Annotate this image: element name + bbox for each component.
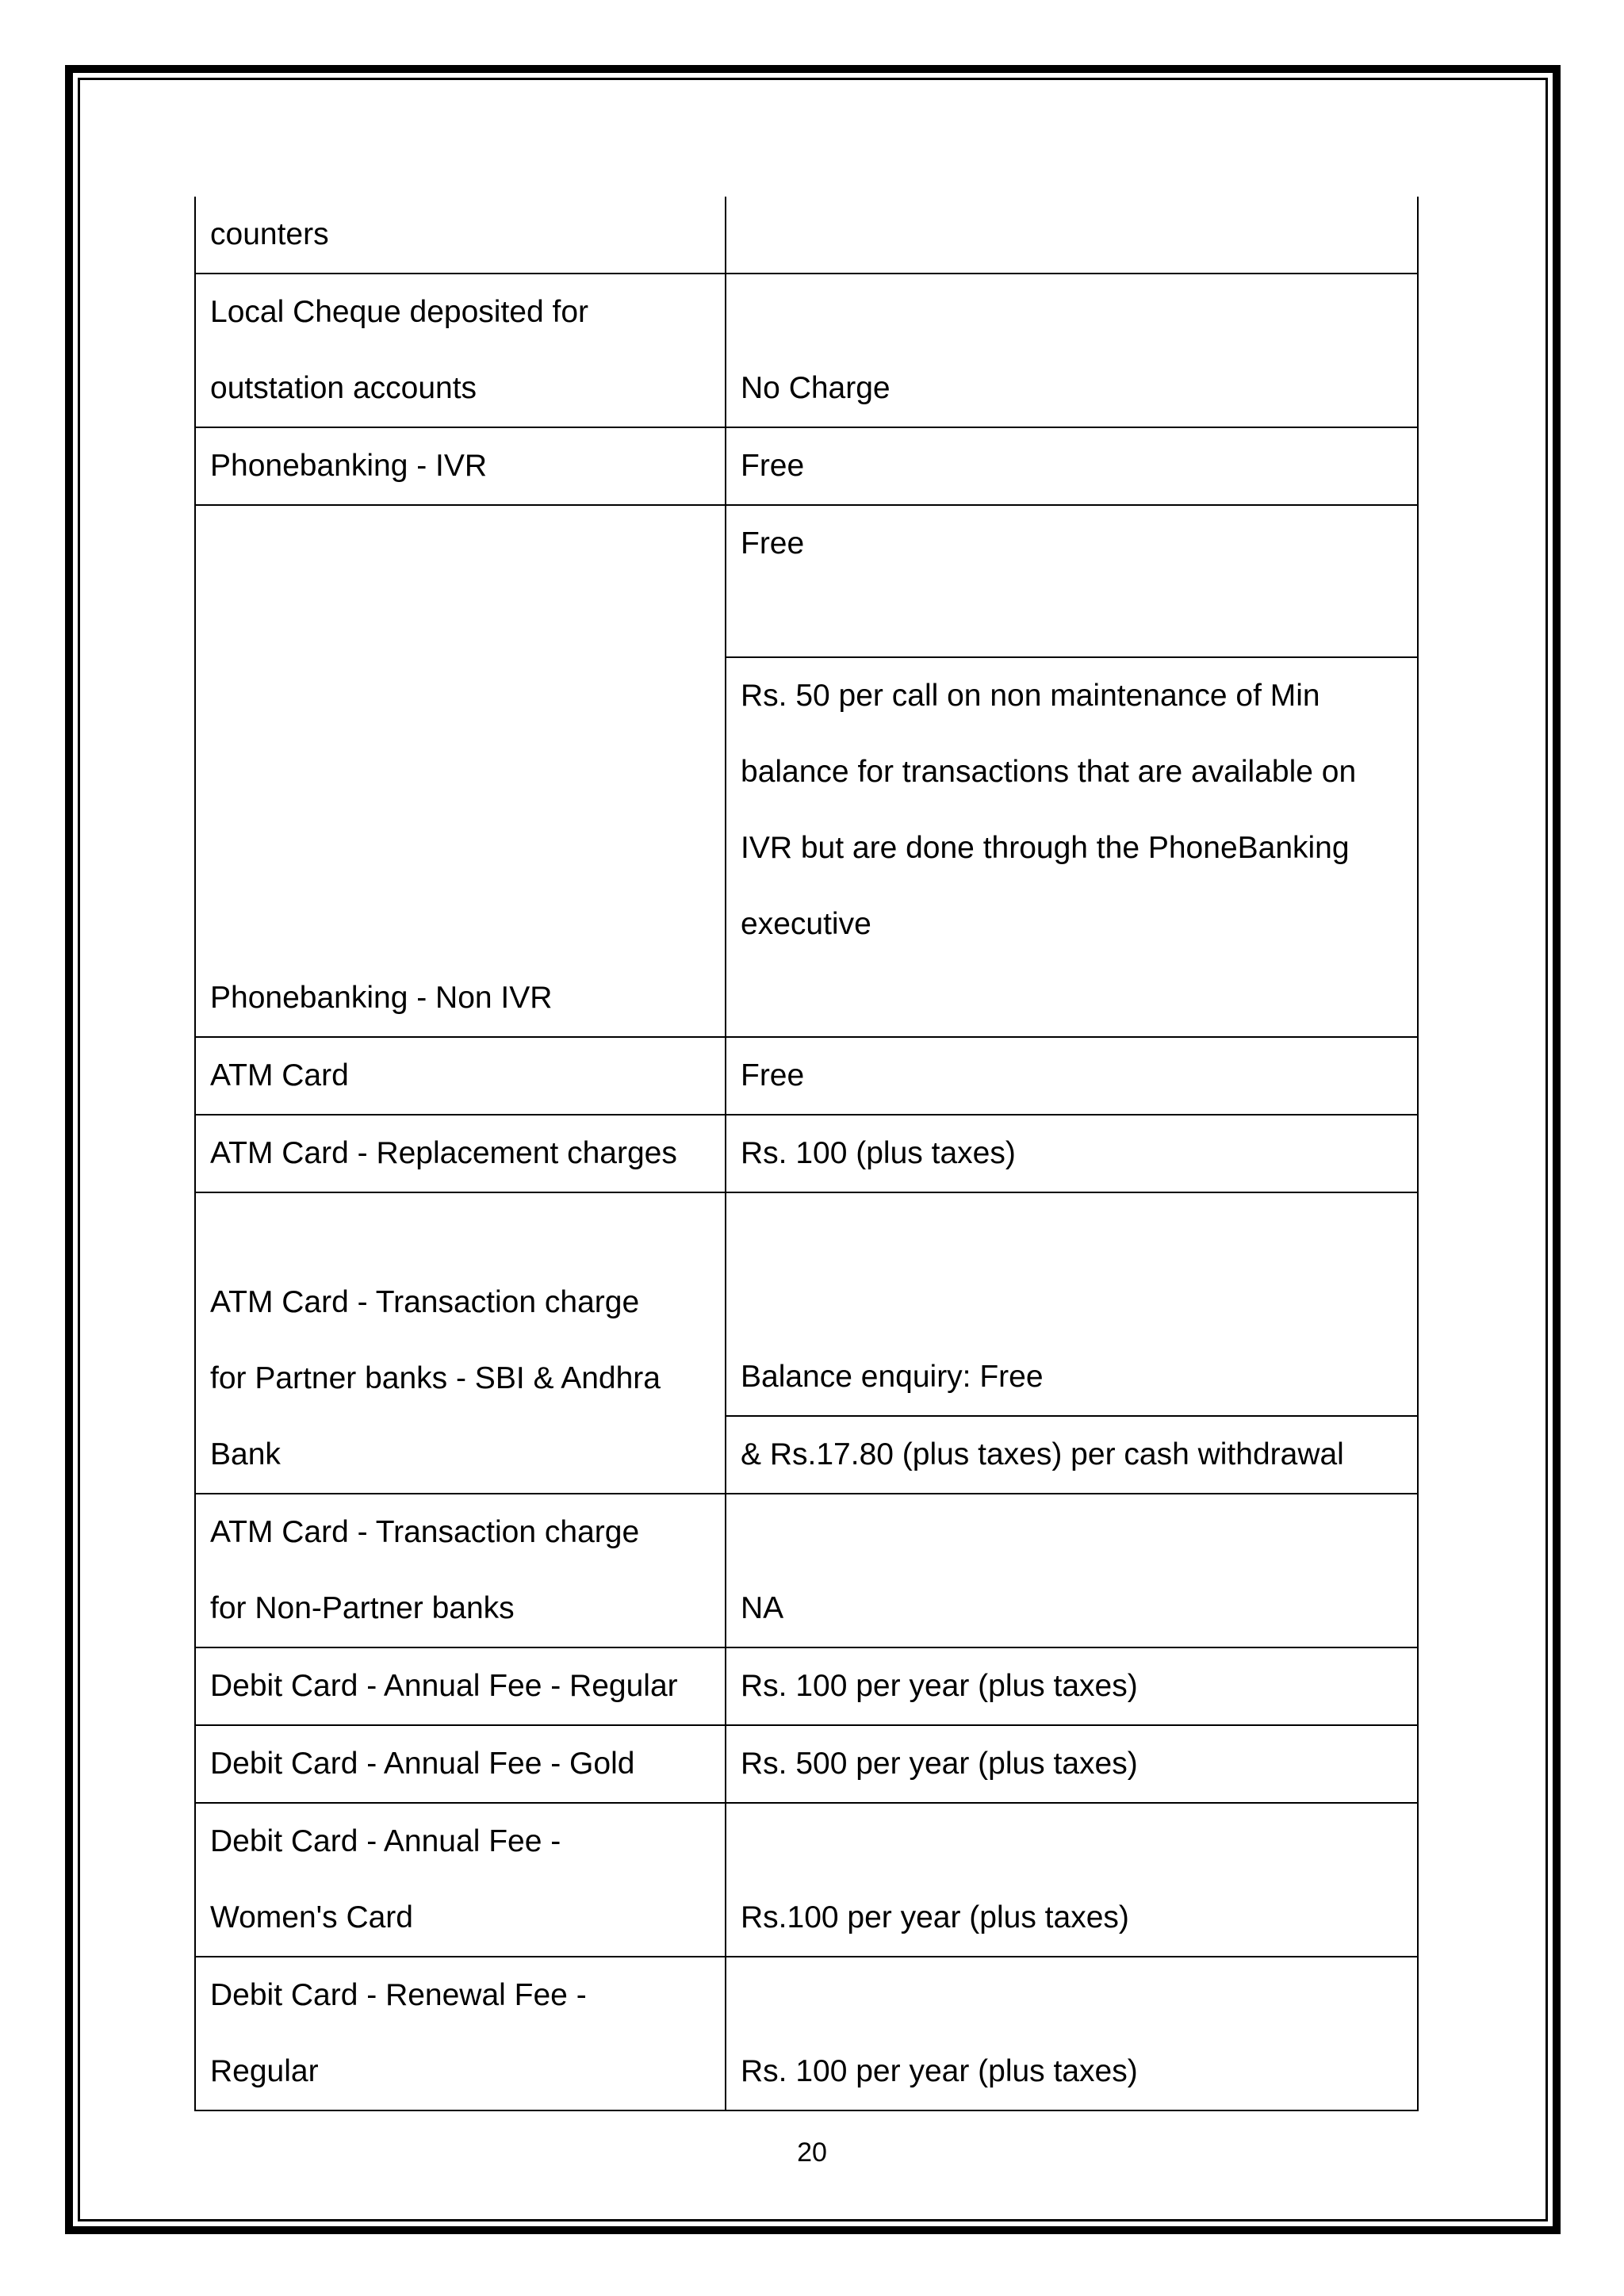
- service-cell: Phonebanking - Non IVR: [195, 505, 726, 1037]
- charge-cell: Rs. 100 per year (plus taxes): [726, 1647, 1418, 1725]
- service-cell: ATM Card - Replacement charges: [195, 1115, 726, 1192]
- charge-cell: Rs. 500 per year (plus taxes): [726, 1725, 1418, 1803]
- service-cell: Phonebanking - IVR: [195, 427, 726, 505]
- charge-cell: Rs. 100 per year (plus taxes): [726, 1957, 1418, 2110]
- service-cell: Debit Card - Annual Fee - Gold: [195, 1725, 726, 1803]
- charge-cell: [726, 197, 1418, 274]
- page-number: 20: [797, 2137, 827, 2168]
- charge-cell: Rs. 100 (plus taxes): [726, 1115, 1418, 1192]
- service-cell: ATM Card: [195, 1037, 726, 1115]
- table-row: [195, 274, 1418, 427]
- table-row: [195, 1192, 1418, 1416]
- charge-cell: Free: [726, 427, 1418, 505]
- table-row: [195, 1037, 1418, 1115]
- charge-cell: Rs. 50 per call on non maintenance of Min balance for transactions that are available on IVR but are done through the PhoneBanking executive: [726, 657, 1418, 1037]
- table-row: [195, 197, 1418, 274]
- service-cell: ATM Card - Transaction charge for Non-Partner banks: [195, 1494, 726, 1647]
- service-cell: Debit Card - Annual Fee - Regular: [195, 1647, 726, 1725]
- service-cell: Local Cheque deposited for outstation accounts: [195, 274, 726, 427]
- table-row: [195, 1647, 1418, 1725]
- service-charges-table: [194, 197, 1419, 2111]
- table-row: [195, 427, 1418, 505]
- service-cell: Debit Card - Annual Fee - Women's Card: [195, 1803, 726, 1957]
- charge-cell: Free: [726, 505, 1418, 657]
- service-cell: ATM Card - Transaction charge for Partner banks - SBI & Andhra Bank: [195, 1192, 726, 1494]
- table-row: [195, 1725, 1418, 1803]
- table-row: [195, 505, 1418, 657]
- service-cell: counters: [195, 197, 726, 274]
- charge-cell: Rs.100 per year (plus taxes): [726, 1803, 1418, 1957]
- service-cell: Debit Card - Renewal Fee - Regular: [195, 1957, 726, 2110]
- table-row: [195, 1115, 1418, 1192]
- charge-cell: & Rs.17.80 (plus taxes) per cash withdrawal: [726, 1416, 1418, 1494]
- charge-cell: Balance enquiry: Free: [726, 1192, 1418, 1416]
- charge-cell: No Charge: [726, 274, 1418, 427]
- charge-cell: Free: [726, 1037, 1418, 1115]
- table-row: [195, 1957, 1418, 2110]
- table-row: [195, 1494, 1418, 1647]
- charge-cell: NA: [726, 1494, 1418, 1647]
- table-row: [195, 1803, 1418, 1957]
